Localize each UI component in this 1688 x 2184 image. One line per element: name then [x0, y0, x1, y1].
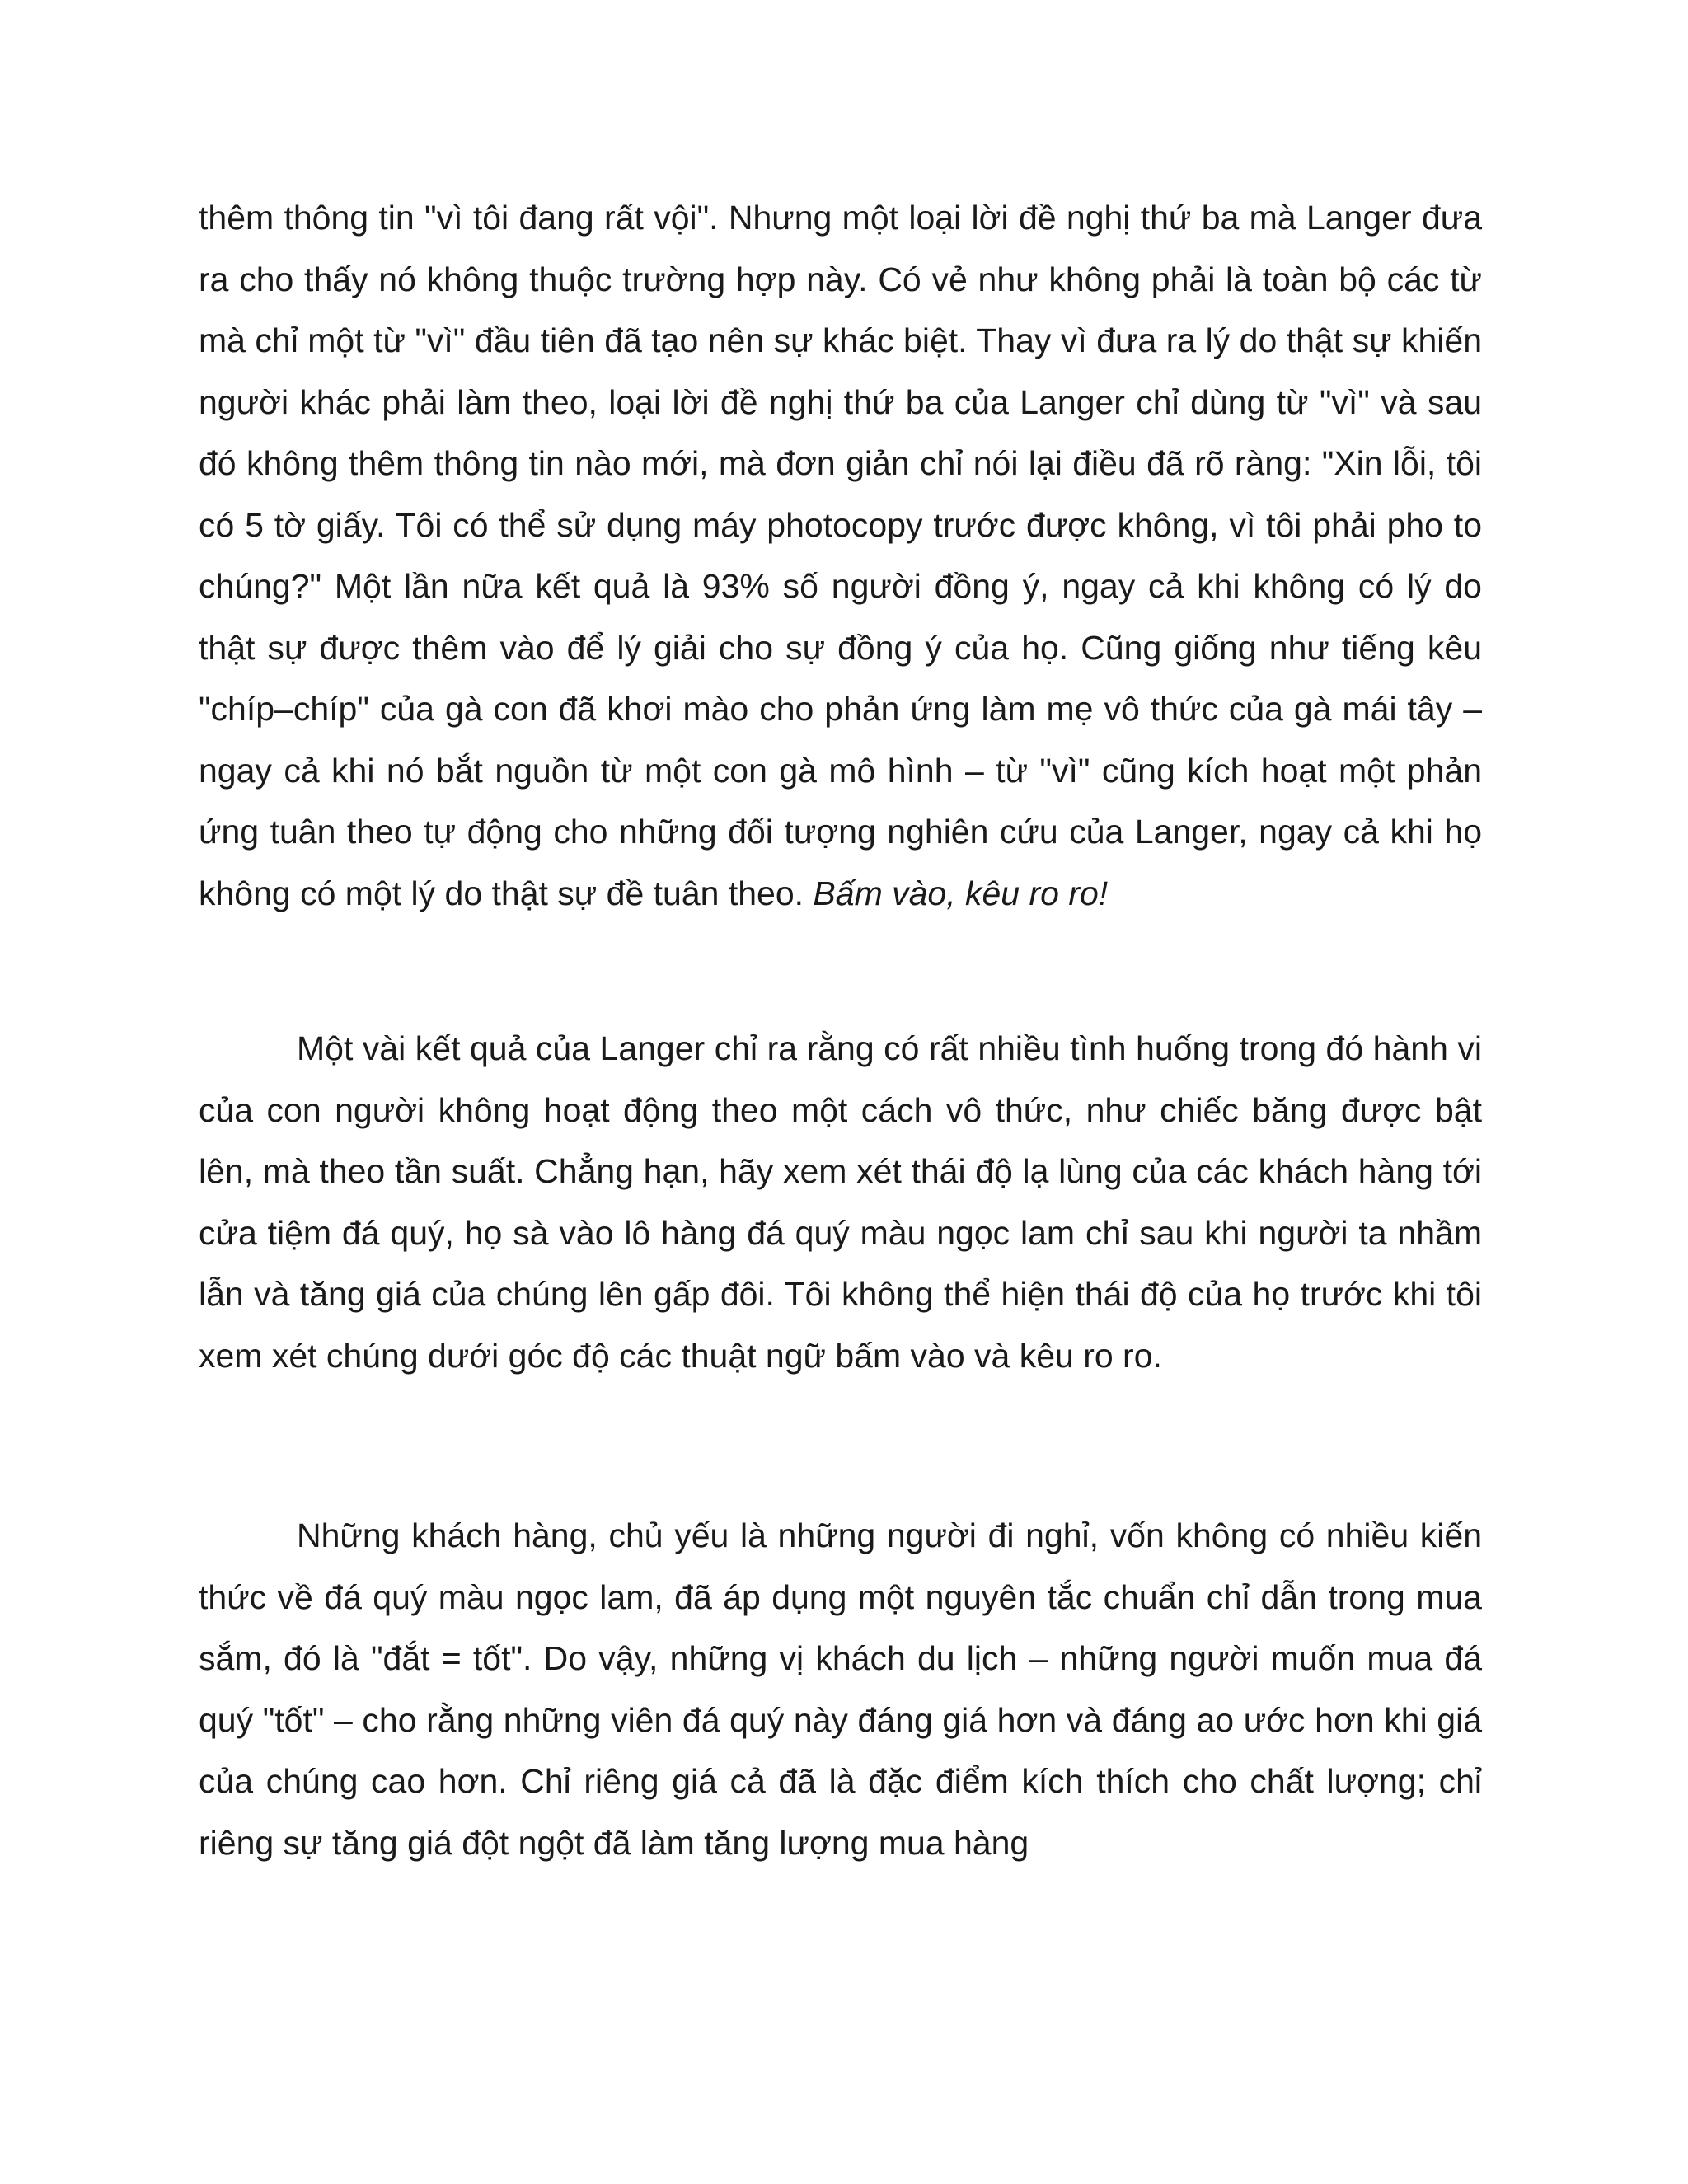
- paragraph-2: [199, 1018, 1482, 1386]
- paragraph-3-text: Những khách hàng, chủ yếu là những người đi nghỉ, vốn không có nhiều kiến thức về đá quý màu ngọc lam, đã áp dụng một nguyên tắc chuẩn chỉ dẫn trong mua sắm, đó là "đắt = tốt". Do vậy, những vị khách du lịch – những người muốn mua đá quý "tốt" – cho rằng những viên đá quý này đáng giá hơn và đáng ao ước hơn khi giá của chúng cao hơn. Chỉ riêng giá cả đã là đặc điểm kích thích cho chất lượng; chỉ riêng sự tăng giá đột ngột đã làm tăng lượng mua hàng: [199, 1516, 1482, 1862]
- paragraph-1: [199, 187, 1482, 924]
- paragraph-1-text: [199, 187, 1482, 924]
- paragraph-3: [199, 1505, 1482, 1873]
- paragraph-2-text: Một vài kết quả của Langer chỉ ra rằng có rất nhiều tình huống trong đó hành vi của con người không hoạt động theo một cách vô thức, như chiếc băng được bật lên, mà theo tần suất. Chẳng hạn, hãy xem xét thái độ lạ lùng của các khách hàng tới cửa tiệm đá quý, họ sà vào lô hàng đá quý màu ngọc lam chỉ sau khi người ta nhầm lẫn và tăng giá của chúng lên gấp đôi. Tôi không thể hiện thái độ của họ trước khi tôi xem xét chúng dưới góc độ các thuật ngữ bấm vào và kêu ro ro.: [199, 1029, 1482, 1375]
- paragraph-1-body: thêm thông tin "vì tôi đang rất vội". Nhưng một loại lời đề nghị thứ ba mà Langer đưa ra cho thấy nó không thuộc trường hợp này. Có vẻ như không phải là toàn bộ các từ mà chỉ một từ "vì" đầu tiên đã tạo nên sự khác biệt. Thay vì đưa ra lý do thật sự khiến người khác phải làm theo, loại lời đề nghị thứ ba của Langer chỉ dùng từ "vì" và sau đó không thêm thông tin nào mới, mà đơn giản chỉ nói lại điều đã rõ ràng: "Xin lỗi, tôi có 5 tờ giấy. Tôi có thể sử dụng máy photocopy trước được không, vì tôi phải pho to chúng?" Một lần nữa kết quả là 93% số người đồng ý, ngay cả khi không có lý do thật sự được thêm vào để lý giải cho sự đồng ý của họ. Cũng giống như tiếng kêu "chíp–chíp" của gà con đã khơi mào cho phản ứng làm mẹ vô thức của gà mái tây – ngay cả khi nó bắt nguồn từ một con gà mô hình – từ "vì" cũng kích hoạt một phản ứng tuân theo tự động cho những đối tượng nghiên cứu của Langer, ngay cả khi họ không có một lý do thật sự đề tuân theo.: [199, 199, 1482, 912]
- paragraph-1-italic-phrase: Bấm vào, kêu ro ro!: [813, 874, 1109, 912]
